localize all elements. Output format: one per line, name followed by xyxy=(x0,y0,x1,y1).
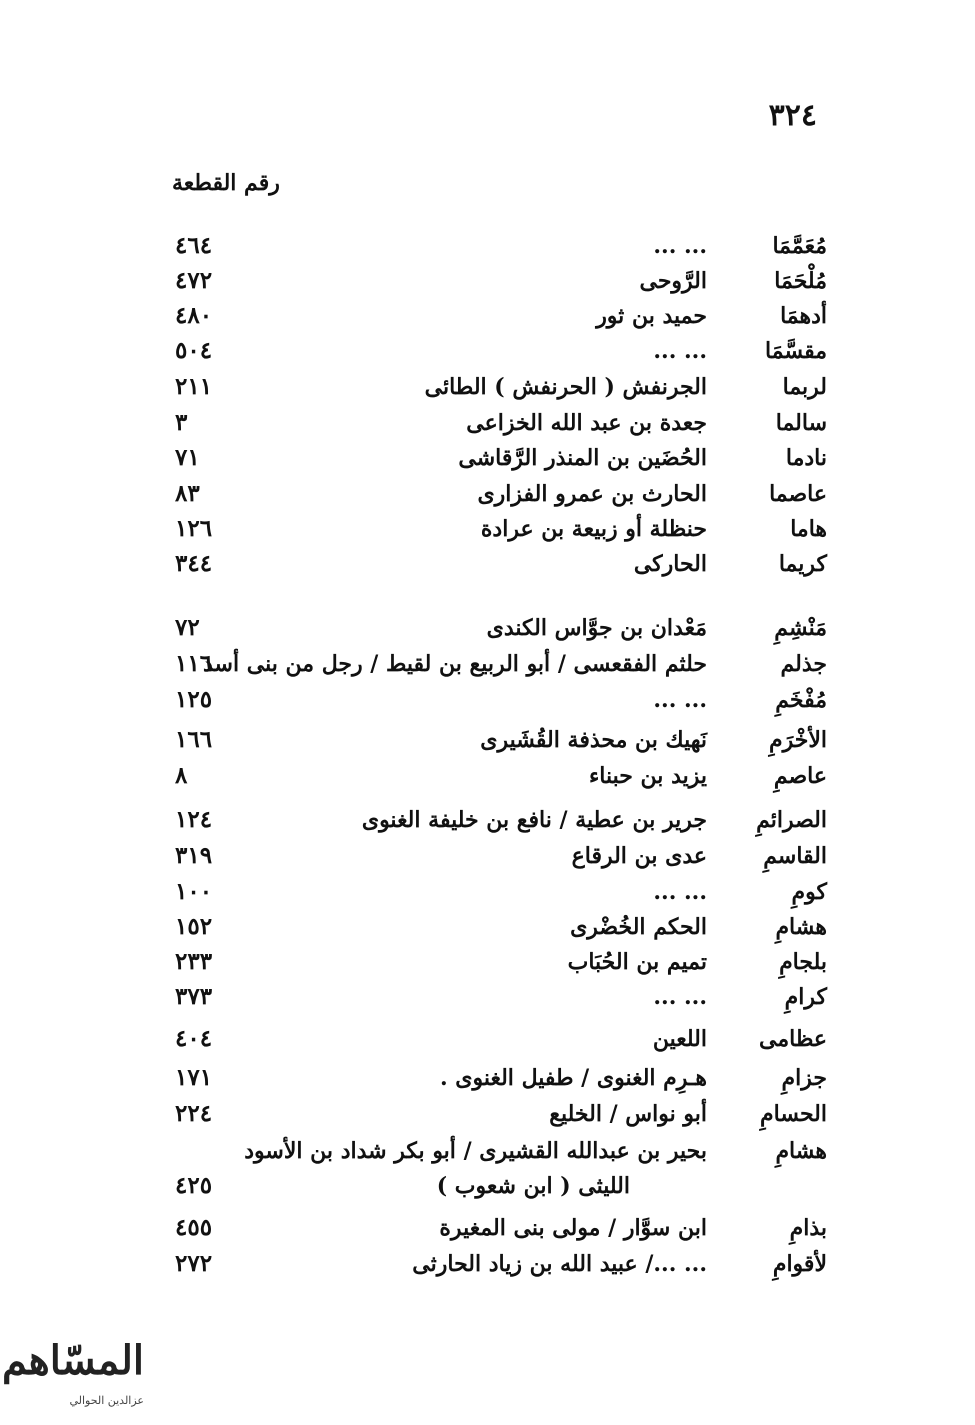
poet-name: بحير بن عبدالله القشيرى / أبو بكر شداد بن الأسود xyxy=(244,1138,707,1164)
table-row xyxy=(0,838,975,874)
poem-number: ١٢٦ xyxy=(175,515,213,542)
poet-name: الحارث بن عمرو الفزارى xyxy=(477,481,707,507)
rhyme-word: عاصمِ xyxy=(773,763,827,789)
table-row xyxy=(0,646,975,682)
rhyme-word: جذلم xyxy=(780,651,827,677)
rhyme-word: هشامِ xyxy=(775,914,827,940)
rhyme-word: الحسامِ xyxy=(760,1101,827,1127)
rhyme-word: كومِ xyxy=(791,879,827,905)
table-row xyxy=(0,546,975,582)
poem-number: ٧٢ xyxy=(175,614,200,641)
poet-name: جعدة بن عبد الله الخزاعى xyxy=(466,410,707,436)
table-row xyxy=(0,802,975,838)
poem-number: ١٥٢ xyxy=(175,913,213,940)
rhyme-word: مقسَّمَا xyxy=(765,338,827,364)
table-row xyxy=(0,1060,975,1096)
poem-number: ٥٠٤ xyxy=(175,337,213,364)
poem-number: ٨ xyxy=(175,762,188,789)
rhyme-word: بذامِ xyxy=(789,1215,827,1241)
table-row xyxy=(0,979,975,1015)
table-row xyxy=(0,333,975,369)
poem-number: ٨٣ xyxy=(175,480,200,507)
poet-name: هـرِم الغنوى / طفيل الغنوى . xyxy=(439,1065,707,1091)
poet-name: ... ... xyxy=(653,879,707,905)
table-row xyxy=(0,682,975,718)
table-row xyxy=(0,440,975,476)
poet-name: ... .../ عبيد الله بن زياد الحارثى xyxy=(412,1251,707,1277)
poet-name: حميد بن ثور xyxy=(596,303,707,329)
table-row xyxy=(0,874,975,910)
library-stamp xyxy=(4,1326,154,1411)
poem-number: ٣٤٤ xyxy=(175,550,213,577)
table-row xyxy=(0,909,975,945)
table-row xyxy=(0,511,975,547)
table-row xyxy=(0,1210,975,1246)
poem-number: ٢٣٣ xyxy=(175,948,213,975)
rhyme-word: لربما xyxy=(782,374,827,400)
rhyme-word: كرامِ xyxy=(784,984,827,1010)
calligraphy-stamp-icon xyxy=(4,1326,154,1411)
poem-number: ٤٧٢ xyxy=(175,267,213,294)
table-row xyxy=(0,944,975,980)
poet-name: حلثم الفقعسى / أبو الربيع بن لقيط / رجل من بنى أسد xyxy=(203,651,707,677)
rhyme-word: بلجامِ xyxy=(779,949,827,975)
rhyme-word: عاصما xyxy=(769,481,827,507)
table-row xyxy=(0,1133,975,1169)
poet-name: ... ... xyxy=(653,687,707,713)
rhyme-word: مُلْحَمَا xyxy=(774,268,827,294)
rhyme-word: الأخْرَمِ xyxy=(768,727,827,753)
poem-number: ١٢٥ xyxy=(175,686,213,713)
poet-name: الليثى ( ابن شعوب ) xyxy=(436,1173,630,1199)
rhyme-word: نادما xyxy=(785,445,827,471)
poet-name: تميم بن الحُبَاب xyxy=(567,949,707,975)
poem-number: ٢٧٢ xyxy=(175,1250,213,1277)
table-row xyxy=(0,369,975,405)
column-header: رقم القطعة xyxy=(172,170,280,196)
rhyme-word: كريما xyxy=(778,551,827,577)
poet-name: حنظلة أو زبيعة بن عرادة xyxy=(480,516,707,542)
rhyme-word: الصرائمِ xyxy=(756,807,827,833)
poet-name: ... ... xyxy=(653,233,707,259)
poem-number: ٣٧٣ xyxy=(175,983,213,1010)
poem-number: ٤٢٥ xyxy=(175,1172,213,1199)
poet-name: اللعين xyxy=(652,1026,707,1052)
rhyme-word: جزامِ xyxy=(781,1065,827,1091)
rhyme-word: عظامى xyxy=(759,1026,827,1052)
table-row xyxy=(0,298,975,334)
poet-name: نَهيك بن محذفة القُشَيرى xyxy=(480,727,707,753)
poet-name: عدى بن الرقاع xyxy=(571,843,707,869)
poet-name: الحاركى xyxy=(633,551,707,577)
table-row xyxy=(0,476,975,512)
stamp-text: المسّاهم xyxy=(4,1337,144,1384)
table-row xyxy=(0,263,975,299)
poet-name: الحُضَين بن المنذر الرَّقاشى xyxy=(458,445,707,471)
poem-number: ١٦٦ xyxy=(175,726,213,753)
poem-number: ٢٢٤ xyxy=(175,1100,213,1127)
poem-number: ٤٥٥ xyxy=(175,1214,213,1241)
rhyme-word: مُعَمَّمَا xyxy=(772,233,827,259)
rhyme-word: هشامِ xyxy=(775,1138,827,1164)
stamp-subtext: عزالدين الحوالي xyxy=(69,1394,144,1407)
rhyme-word: مَنْشِمِ xyxy=(774,615,827,641)
table-row xyxy=(0,610,975,646)
table-row xyxy=(0,1096,975,1132)
poem-number: ١٧١ xyxy=(175,1064,213,1091)
table-row xyxy=(0,228,975,264)
poem-number: ١٢٤ xyxy=(175,806,213,833)
poet-name: الحكم الخُضْرى xyxy=(570,914,707,940)
poem-number: ١٠٠ xyxy=(175,878,213,905)
rhyme-word: أدهمَا xyxy=(780,303,827,329)
poet-name: الرَّوحى xyxy=(639,268,707,294)
table-row xyxy=(0,1021,975,1057)
poem-number: ٣ xyxy=(175,409,188,436)
table-row xyxy=(0,1168,975,1204)
poem-number: ٤٦٤ xyxy=(175,232,213,259)
table-row xyxy=(0,405,975,441)
poem-number: ٢١١ xyxy=(175,373,213,400)
poem-number: ١١٦ xyxy=(175,650,213,677)
poet-name: ... ... xyxy=(653,984,707,1010)
rhyme-word: هاما xyxy=(790,516,827,542)
poet-name: ... ... xyxy=(653,338,707,364)
rhyme-word: سالما xyxy=(775,410,827,436)
poet-name: مَعْدان بن جوَّاس الكندى xyxy=(486,615,707,641)
poem-number: ٤٠٤ xyxy=(175,1025,213,1052)
table-row xyxy=(0,722,975,758)
rhyme-word: لأقوامِ xyxy=(772,1251,827,1277)
poet-name: الجرنفش ( الحرنفش ) الطائى xyxy=(424,374,707,400)
table-row xyxy=(0,758,975,794)
poet-name: جرير بن عطية / نافع بن خليفة الغنوى xyxy=(361,807,707,833)
table-row xyxy=(0,1246,975,1282)
poem-number: ٤٨٠ xyxy=(175,302,213,329)
poet-name: أبو نواس / الخليع xyxy=(549,1101,707,1127)
poem-number: ٣١٩ xyxy=(175,842,213,869)
page-number: ٣٢٤ xyxy=(768,98,817,133)
poet-name: ابن سوَّار / مولى بنى المغيرة xyxy=(439,1215,707,1241)
poem-number: ٧١ xyxy=(175,444,200,471)
rhyme-word: القاسمِ xyxy=(763,843,827,869)
rhyme-word: مُفْخَمِ xyxy=(775,687,827,713)
poet-name: يزيد بن حبناء xyxy=(588,763,707,789)
